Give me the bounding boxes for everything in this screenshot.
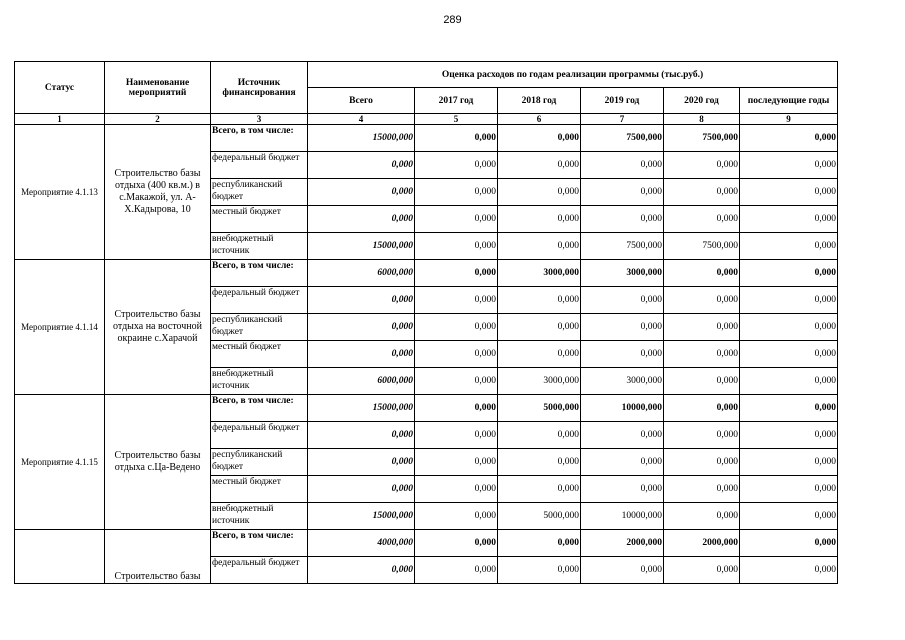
amount-cell: 0,000: [415, 422, 498, 449]
table-row: [15, 395, 838, 422]
amount-cell: 0,000: [740, 341, 838, 368]
amount-cell: 0,000: [581, 287, 664, 314]
funding-source: республиканский бюджет: [211, 179, 308, 206]
amount-cell: 0,000: [308, 341, 415, 368]
amount-cell: 0,000: [740, 179, 838, 206]
amount-cell: 0,000: [581, 557, 664, 584]
amount-cell: 0,000: [581, 152, 664, 179]
amount-cell: 0,000: [664, 341, 740, 368]
amount-cell: 3000,000: [498, 368, 581, 395]
amount-cell: 0,000: [581, 476, 664, 503]
page-number: 289: [443, 14, 462, 26]
amount-cell: 3000,000: [581, 260, 664, 287]
header-2019: 2019 год: [581, 88, 664, 114]
amount-cell: 0,000: [308, 422, 415, 449]
funding-source: внебюджетный источник: [211, 233, 308, 260]
amount-cell: 0,000: [664, 368, 740, 395]
amount-cell: 7500,000: [581, 233, 664, 260]
amount-cell: 0,000: [740, 449, 838, 476]
funding-source: федеральный бюджет: [211, 422, 308, 449]
amount-cell: 0,000: [415, 206, 498, 233]
column-index: 5: [415, 114, 498, 125]
amount-cell: 0,000: [740, 206, 838, 233]
amount-cell: 0,000: [740, 395, 838, 422]
funding-source: местный бюджет: [211, 476, 308, 503]
header-2020: 2020 год: [664, 88, 740, 114]
amount-cell: 0,000: [415, 152, 498, 179]
amount-cell: 10000,000: [581, 395, 664, 422]
amount-cell: 7500,000: [664, 233, 740, 260]
amount-cell: 0,000: [498, 557, 581, 584]
amount-cell: 0,000: [415, 287, 498, 314]
amount-cell: 3000,000: [498, 260, 581, 287]
amount-cell: 0,000: [664, 557, 740, 584]
column-index: 7: [581, 114, 664, 125]
measure-name: Строительство базы отдыха на восточной окраине с.Харачой: [105, 260, 211, 395]
column-index: 4: [308, 114, 415, 125]
amount-cell: 0,000: [308, 206, 415, 233]
header-name: Наименование мероприятий: [105, 62, 211, 114]
table-row: [15, 125, 838, 152]
header-source: Источник финансирования: [211, 62, 308, 114]
amount-cell: 0,000: [740, 422, 838, 449]
amount-cell: 0,000: [415, 530, 498, 557]
amount-cell: 4000,000: [308, 530, 415, 557]
column-index-row: [15, 114, 838, 125]
amount-cell: 0,000: [664, 152, 740, 179]
amount-cell: 0,000: [581, 179, 664, 206]
amount-cell: 0,000: [498, 152, 581, 179]
amount-cell: 5000,000: [498, 503, 581, 530]
amount-cell: 0,000: [308, 179, 415, 206]
amount-cell: 15000,000: [308, 395, 415, 422]
amount-cell: 0,000: [308, 449, 415, 476]
measure-status: Мероприятие 4.1.15: [15, 395, 105, 530]
table-row: [15, 260, 838, 287]
funding-source: республиканский бюджет: [211, 449, 308, 476]
amount-cell: 0,000: [664, 314, 740, 341]
amount-cell: 2000,000: [664, 530, 740, 557]
funding-source: внебюджетный источник: [211, 368, 308, 395]
amount-cell: 0,000: [498, 476, 581, 503]
amount-cell: 0,000: [740, 503, 838, 530]
amount-cell: 0,000: [498, 422, 581, 449]
funding-source: местный бюджет: [211, 206, 308, 233]
amount-cell: 0,000: [498, 449, 581, 476]
amount-cell: 0,000: [664, 287, 740, 314]
amount-cell: 0,000: [664, 206, 740, 233]
amount-cell: 6000,000: [308, 368, 415, 395]
amount-cell: 0,000: [664, 260, 740, 287]
amount-cell: 0,000: [664, 503, 740, 530]
amount-cell: 0,000: [664, 422, 740, 449]
amount-cell: 0,000: [498, 125, 581, 152]
amount-cell: 0,000: [740, 530, 838, 557]
amount-cell: 7500,000: [581, 125, 664, 152]
amount-cell: 0,000: [581, 206, 664, 233]
funding-source: федеральный бюджет: [211, 287, 308, 314]
amount-cell: 0,000: [740, 476, 838, 503]
amount-cell: 0,000: [740, 152, 838, 179]
amount-cell: 0,000: [415, 260, 498, 287]
column-index: 9: [740, 114, 838, 125]
column-index: 6: [498, 114, 581, 125]
amount-cell: 0,000: [740, 314, 838, 341]
amount-cell: 0,000: [308, 152, 415, 179]
header-2018: 2018 год: [498, 88, 581, 114]
funding-source: внебюджетный источник: [211, 503, 308, 530]
amount-cell: 5000,000: [498, 395, 581, 422]
amount-cell: 0,000: [415, 503, 498, 530]
amount-cell: 0,000: [740, 557, 838, 584]
funding-source: местный бюджет: [211, 341, 308, 368]
amount-cell: 0,000: [308, 287, 415, 314]
amount-cell: 0,000: [308, 476, 415, 503]
column-index: 1: [15, 114, 105, 125]
header-later: последующие годы: [740, 88, 838, 114]
amount-cell: 0,000: [664, 179, 740, 206]
measure-status: Мероприятие 4.1.13: [15, 125, 105, 260]
amount-cell: 0,000: [581, 341, 664, 368]
amount-cell: 0,000: [581, 449, 664, 476]
amount-cell: 0,000: [415, 557, 498, 584]
amount-cell: 0,000: [740, 233, 838, 260]
funding-source: Всего, в том числе:: [211, 125, 308, 152]
funding-source: Всего, в том числе:: [211, 395, 308, 422]
funding-source: Всего, в том числе:: [211, 260, 308, 287]
amount-cell: 0,000: [740, 125, 838, 152]
funding-source: федеральный бюджет: [211, 557, 308, 584]
amount-cell: 0,000: [415, 125, 498, 152]
amount-cell: 0,000: [581, 314, 664, 341]
measure-name: Строительство базы отдыха (400 кв.м.) в с.Макажой, ул. А-Х.Кадырова, 10: [105, 125, 211, 260]
amount-cell: 6000,000: [308, 260, 415, 287]
amount-cell: 15000,000: [308, 125, 415, 152]
amount-cell: 0,000: [415, 368, 498, 395]
amount-cell: 0,000: [415, 395, 498, 422]
funding-source: федеральный бюджет: [211, 152, 308, 179]
amount-cell: 0,000: [415, 233, 498, 260]
amount-cell: 0,000: [664, 395, 740, 422]
amount-cell: 0,000: [498, 530, 581, 557]
amount-cell: 0,000: [415, 449, 498, 476]
column-index: 2: [105, 114, 211, 125]
amount-cell: 15000,000: [308, 503, 415, 530]
header-total: Всего: [308, 88, 415, 114]
amount-cell: 0,000: [415, 341, 498, 368]
funding-source: Всего, в том числе:: [211, 530, 308, 557]
amount-cell: 0,000: [498, 179, 581, 206]
measure-name: Строительство базы отдыха с.Ца-Ведено: [105, 395, 211, 530]
amount-cell: 0,000: [415, 314, 498, 341]
measure-status: [15, 530, 105, 584]
amount-cell: 7500,000: [664, 125, 740, 152]
header-2017: 2017 год: [415, 88, 498, 114]
amount-cell: 0,000: [581, 422, 664, 449]
table-row: [15, 530, 838, 557]
amount-cell: 0,000: [740, 368, 838, 395]
amount-cell: 0,000: [308, 314, 415, 341]
amount-cell: 0,000: [498, 341, 581, 368]
measure-status: Мероприятие 4.1.14: [15, 260, 105, 395]
amount-cell: 0,000: [664, 449, 740, 476]
budget-table: [14, 61, 838, 584]
header-status: Статус: [15, 62, 105, 114]
amount-cell: 3000,000: [581, 368, 664, 395]
column-index: 3: [211, 114, 308, 125]
amount-cell: 0,000: [664, 476, 740, 503]
measure-name: Строительство базы: [105, 530, 211, 584]
amount-cell: 0,000: [308, 557, 415, 584]
amount-cell: 0,000: [498, 287, 581, 314]
amount-cell: 0,000: [498, 206, 581, 233]
funding-source: республиканский бюджет: [211, 314, 308, 341]
amount-cell: 10000,000: [581, 503, 664, 530]
amount-cell: 15000,000: [308, 233, 415, 260]
amount-cell: 0,000: [415, 476, 498, 503]
amount-cell: 0,000: [740, 287, 838, 314]
column-index: 8: [664, 114, 740, 125]
amount-cell: 0,000: [415, 179, 498, 206]
header-estimate: Оценка расходов по годам реализации программы (тыс.руб.): [308, 62, 838, 88]
amount-cell: 2000,000: [581, 530, 664, 557]
amount-cell: 0,000: [740, 260, 838, 287]
amount-cell: 0,000: [498, 233, 581, 260]
amount-cell: 0,000: [498, 314, 581, 341]
